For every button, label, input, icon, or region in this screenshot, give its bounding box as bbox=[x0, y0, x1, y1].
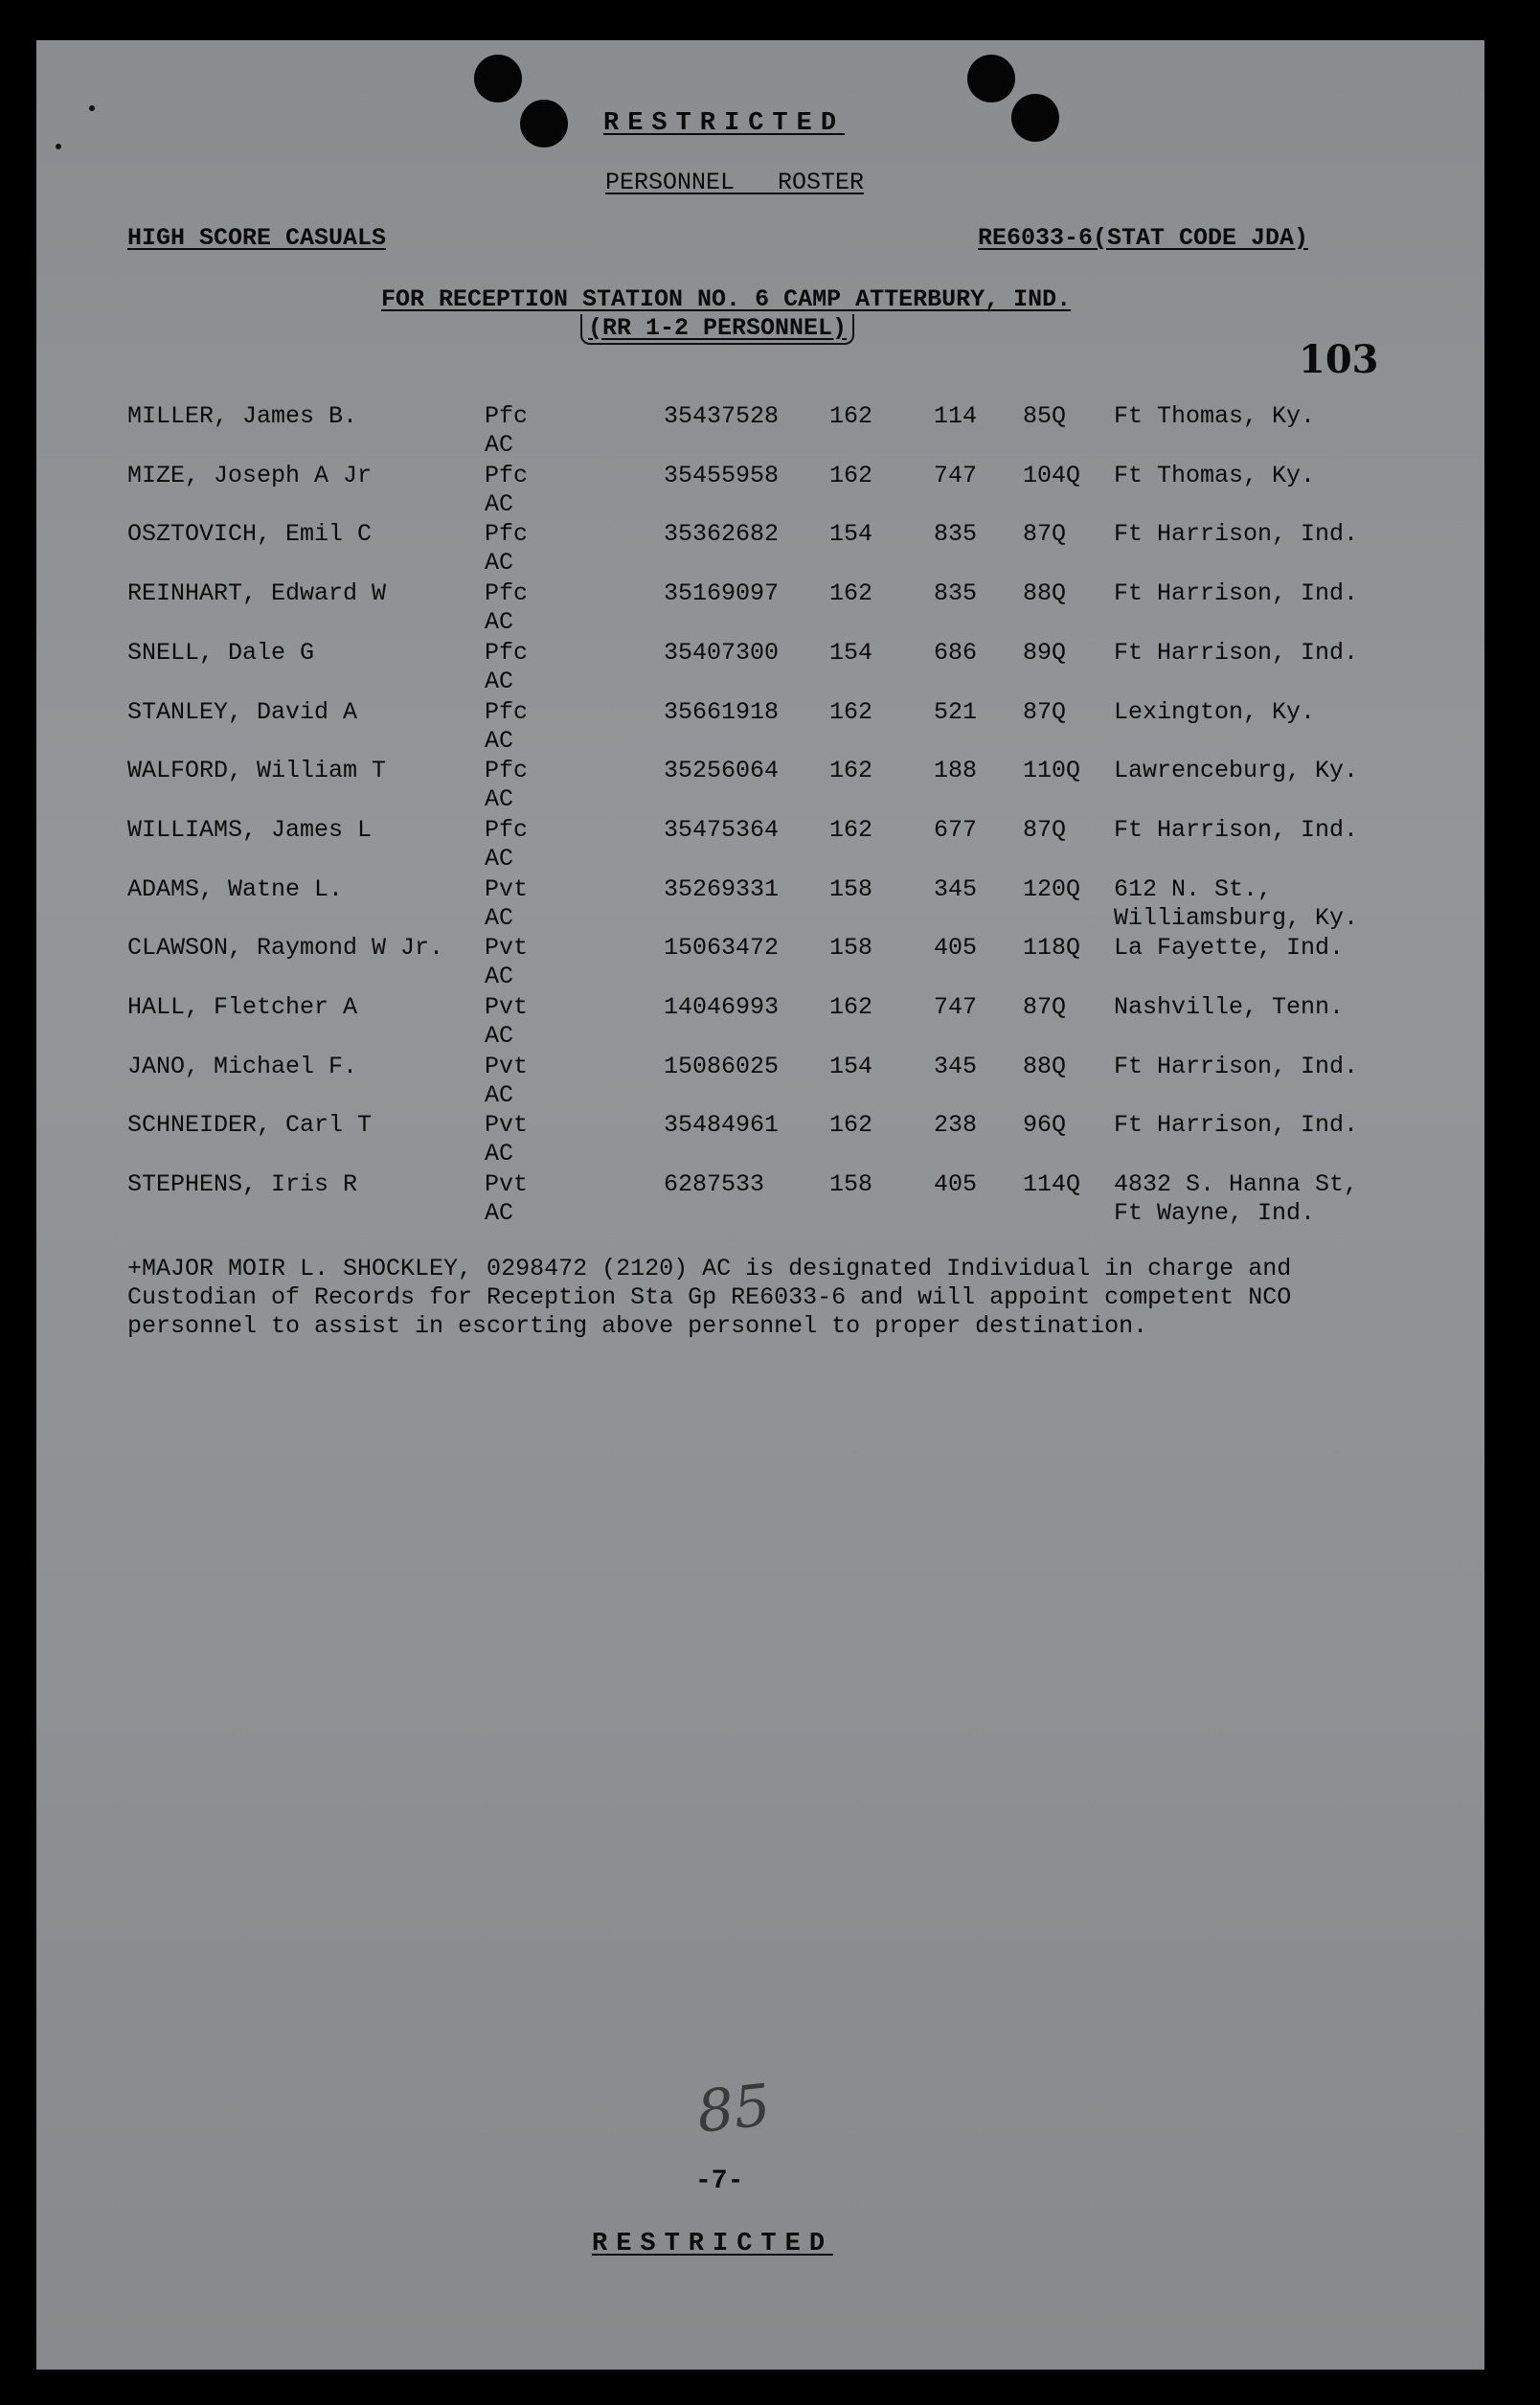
roster-cell-branch: AC bbox=[485, 549, 514, 578]
roster-cell-c2: 747 bbox=[934, 993, 978, 1021]
speck bbox=[56, 144, 61, 149]
roster-cell-c2: 747 bbox=[934, 461, 978, 489]
roster-cell-c2: 521 bbox=[934, 697, 978, 726]
roster-cell-branch: AC bbox=[485, 963, 514, 991]
roster-cell-serial: 14046993 bbox=[664, 993, 780, 1021]
roster-cell-c1: 162 bbox=[829, 1111, 873, 1140]
roster-cell-rank: Pfc bbox=[485, 815, 529, 844]
roster-cell-c3: 87Q bbox=[1023, 815, 1067, 844]
roster-cell-serial: 35661918 bbox=[664, 697, 780, 726]
roster-cell-branch: AC bbox=[485, 489, 514, 518]
roster-cell-serial: 15086025 bbox=[664, 1052, 780, 1080]
roster-cell-c2: 238 bbox=[934, 1111, 978, 1140]
roster-cell-address: 4832 S. Hanna St, bbox=[1114, 1170, 1359, 1199]
roster-cell-name: MILLER, James B. bbox=[127, 402, 358, 430]
roster-cell-c3: 110Q bbox=[1023, 757, 1081, 785]
roster-cell-c2: 188 bbox=[934, 757, 978, 785]
roster-cell-branch: AC bbox=[485, 667, 514, 695]
roster-cell-c3: 87Q bbox=[1023, 993, 1067, 1021]
remark-paragraph: +MAJOR MOIR L. SHOCKLEY, 0298472 (2120) AC is designated Individual in charge and Custodian of Records for Reception Sta Gp RE6033-6 and will appoint competent NCO personnel to assist in escorting above personnel to proper destination. bbox=[127, 1255, 1292, 1340]
roster-cell-c2: 345 bbox=[934, 1052, 978, 1080]
roster-cell-serial: 35269331 bbox=[664, 874, 780, 903]
roster-cell-address2: Williamsburg, Ky. bbox=[1114, 903, 1359, 932]
station-subheading: (RR 1-2 PERSONNEL) bbox=[580, 314, 854, 345]
roster-cell-name: HALL, Fletcher A bbox=[127, 993, 358, 1021]
roster-cell-c3: 85Q bbox=[1023, 402, 1067, 430]
roster-cell-name: OSZTOVICH, Emil C bbox=[127, 520, 373, 549]
handwritten-note: 85 bbox=[693, 2072, 774, 2146]
roster-cell-c1: 162 bbox=[829, 461, 873, 489]
roster-cell-serial: 35362682 bbox=[664, 520, 780, 549]
roster-cell-name: ADAMS, Watne L. bbox=[127, 874, 344, 903]
roster-cell-c2: 114 bbox=[934, 402, 978, 430]
roster-cell-c1: 162 bbox=[829, 697, 873, 726]
roster-cell-address: Ft Harrison, Ind. bbox=[1114, 815, 1359, 844]
roster-cell-address2: Ft Wayne, Ind. bbox=[1114, 1199, 1316, 1228]
roster-cell-c1: 154 bbox=[829, 1052, 873, 1080]
roster-cell-c3: 88Q bbox=[1023, 579, 1067, 608]
roster-cell-c2: 405 bbox=[934, 934, 978, 963]
roster-cell-c3: 120Q bbox=[1023, 874, 1081, 903]
table-row bbox=[36, 639, 1484, 698]
roster-cell-address: Ft Harrison, Ind. bbox=[1114, 520, 1359, 549]
roster-cell-address: Ft Harrison, Ind. bbox=[1114, 638, 1359, 667]
roster-cell-branch: AC bbox=[485, 844, 514, 873]
station-heading: FOR RECEPTION STATION NO. 6 CAMP ATTERBURY, IND. bbox=[381, 285, 1072, 313]
roster-cell-c3: 89Q bbox=[1023, 638, 1067, 667]
roster-cell-rank: Pvt bbox=[485, 1052, 529, 1080]
roster-cell-serial: 35437528 bbox=[664, 402, 780, 430]
roster-cell-serial: 35169097 bbox=[664, 579, 780, 608]
roster-cell-c3: 87Q bbox=[1023, 697, 1067, 726]
page-number: 103 bbox=[1299, 337, 1379, 382]
roster-cell-name: SCHNEIDER, Carl T bbox=[127, 1111, 373, 1140]
roster-code: RE6033-6(STAT CODE JDA) bbox=[978, 224, 1309, 252]
roster-cell-rank: Pvt bbox=[485, 993, 529, 1021]
roster-cell-address: Lawrenceburg, Ky. bbox=[1114, 757, 1359, 785]
table-row bbox=[36, 757, 1484, 816]
roster-cell-c1: 162 bbox=[829, 579, 873, 608]
roster-cell-address: Ft Harrison, Ind. bbox=[1114, 1052, 1359, 1080]
table-row bbox=[36, 462, 1484, 521]
table-row bbox=[36, 1170, 1484, 1230]
roster-cell-c1: 162 bbox=[829, 993, 873, 1021]
roster-cell-c1: 158 bbox=[829, 874, 873, 903]
page-footer-number: -7- bbox=[695, 2167, 744, 2196]
table-row bbox=[36, 520, 1484, 579]
roster-cell-c2: 686 bbox=[934, 638, 978, 667]
table-row bbox=[36, 579, 1484, 639]
roster-cell-c3: 104Q bbox=[1023, 461, 1081, 489]
roster-cell-name: STEPHENS, Iris R bbox=[127, 1170, 358, 1199]
roster-cell-branch: AC bbox=[485, 1140, 514, 1168]
table-row bbox=[36, 993, 1484, 1053]
roster-cell-address: La Fayette, Ind. bbox=[1114, 934, 1345, 963]
roster-cell-rank: Pfc bbox=[485, 520, 529, 549]
table-row bbox=[36, 1053, 1484, 1112]
roster-cell-c2: 677 bbox=[934, 815, 978, 844]
roster-cell-c1: 162 bbox=[829, 815, 873, 844]
roster-cell-c1: 162 bbox=[829, 402, 873, 430]
roster-cell-branch: AC bbox=[485, 431, 514, 459]
roster-cell-rank: Pfc bbox=[485, 579, 529, 608]
roster-cell-branch: AC bbox=[485, 1022, 514, 1050]
roster-cell-c2: 835 bbox=[934, 579, 978, 608]
roster-cell-rank: Pfc bbox=[485, 638, 529, 667]
roster-cell-rank: Pfc bbox=[485, 402, 529, 430]
table-row bbox=[36, 1111, 1484, 1170]
roster-cell-serial: 15063472 bbox=[664, 934, 780, 963]
roster-cell-branch: AC bbox=[485, 608, 514, 637]
roster-cell-address: 612 N. St., bbox=[1114, 874, 1273, 903]
roster-cell-serial: 35475364 bbox=[664, 815, 780, 844]
roster-cell-branch: AC bbox=[485, 1199, 514, 1228]
roster-cell-name: REINHART, Edward W bbox=[127, 579, 387, 608]
roster-cell-serial: 35256064 bbox=[664, 757, 780, 785]
roster-cell-rank: Pvt bbox=[485, 874, 529, 903]
roster-cell-serial: 6287533 bbox=[664, 1170, 765, 1199]
roster-cell-c1: 162 bbox=[829, 757, 873, 785]
roster-cell-serial: 35484961 bbox=[664, 1111, 780, 1140]
classification-top: RESTRICTED bbox=[603, 109, 846, 138]
roster-cell-branch: AC bbox=[485, 1080, 514, 1109]
punch-hole bbox=[967, 55, 1015, 102]
speck bbox=[89, 105, 95, 111]
roster-cell-name: CLAWSON, Raymond W Jr. bbox=[127, 934, 444, 963]
document-title: PERSONNEL ROSTER bbox=[605, 169, 865, 196]
roster-cell-name: JANO, Michael F. bbox=[127, 1052, 358, 1080]
roster-cell-name: MIZE, Joseph A Jr bbox=[127, 461, 373, 489]
roster-cell-c1: 158 bbox=[829, 1170, 873, 1199]
roster-cell-address: Ft Thomas, Ky. bbox=[1114, 402, 1316, 430]
roster-cell-c2: 405 bbox=[934, 1170, 978, 1199]
roster-cell-rank: Pvt bbox=[485, 1170, 529, 1199]
roster-cell-c3: 88Q bbox=[1023, 1052, 1067, 1080]
roster-cell-c2: 345 bbox=[934, 874, 978, 903]
roster-cell-rank: Pfc bbox=[485, 757, 529, 785]
roster-cell-c1: 154 bbox=[829, 638, 873, 667]
roster-cell-branch: AC bbox=[485, 903, 514, 932]
roster-cell-c3: 114Q bbox=[1023, 1170, 1081, 1199]
roster-cell-address: Ft Harrison, Ind. bbox=[1114, 1111, 1359, 1140]
roster-cell-rank: Pvt bbox=[485, 934, 529, 963]
roster-cell-name: WALFORD, William T bbox=[127, 757, 387, 785]
table-row bbox=[36, 402, 1484, 462]
table-row bbox=[36, 934, 1484, 993]
roster-cell-serial: 35455958 bbox=[664, 461, 780, 489]
roster-cell-address: Ft Harrison, Ind. bbox=[1114, 579, 1359, 608]
punch-hole bbox=[474, 55, 522, 102]
roster-cell-name: WILLIAMS, James L bbox=[127, 815, 373, 844]
roster-cell-address: Ft Thomas, Ky. bbox=[1114, 461, 1316, 489]
roster-cell-c3: 87Q bbox=[1023, 520, 1067, 549]
document-page bbox=[36, 40, 1484, 2370]
roster-cell-branch: AC bbox=[485, 726, 514, 755]
roster-cell-rank: Pfc bbox=[485, 461, 529, 489]
roster-cell-serial: 35407300 bbox=[664, 638, 780, 667]
roster-cell-c1: 154 bbox=[829, 520, 873, 549]
roster-cell-name: STANLEY, David A bbox=[127, 697, 358, 726]
roster-cell-address: Lexington, Ky. bbox=[1114, 697, 1316, 726]
roster-cell-c2: 835 bbox=[934, 520, 978, 549]
table-row bbox=[36, 875, 1484, 935]
roster-cell-rank: Pfc bbox=[485, 697, 529, 726]
table-row bbox=[36, 698, 1484, 758]
roster-cell-branch: AC bbox=[485, 785, 514, 814]
classification-bottom: RESTRICTED bbox=[592, 2230, 834, 2258]
punch-hole bbox=[1011, 94, 1059, 142]
roster-cell-c3: 96Q bbox=[1023, 1111, 1067, 1140]
table-row bbox=[36, 816, 1484, 875]
roster-cell-address: Nashville, Tenn. bbox=[1114, 993, 1345, 1021]
roster-category: HIGH SCORE CASUALS bbox=[127, 224, 387, 252]
roster-cell-c3: 118Q bbox=[1023, 934, 1081, 963]
roster-cell-name: SNELL, Dale G bbox=[127, 638, 315, 667]
roster-cell-rank: Pvt bbox=[485, 1111, 529, 1140]
punch-hole bbox=[520, 100, 568, 147]
roster-cell-c1: 158 bbox=[829, 934, 873, 963]
